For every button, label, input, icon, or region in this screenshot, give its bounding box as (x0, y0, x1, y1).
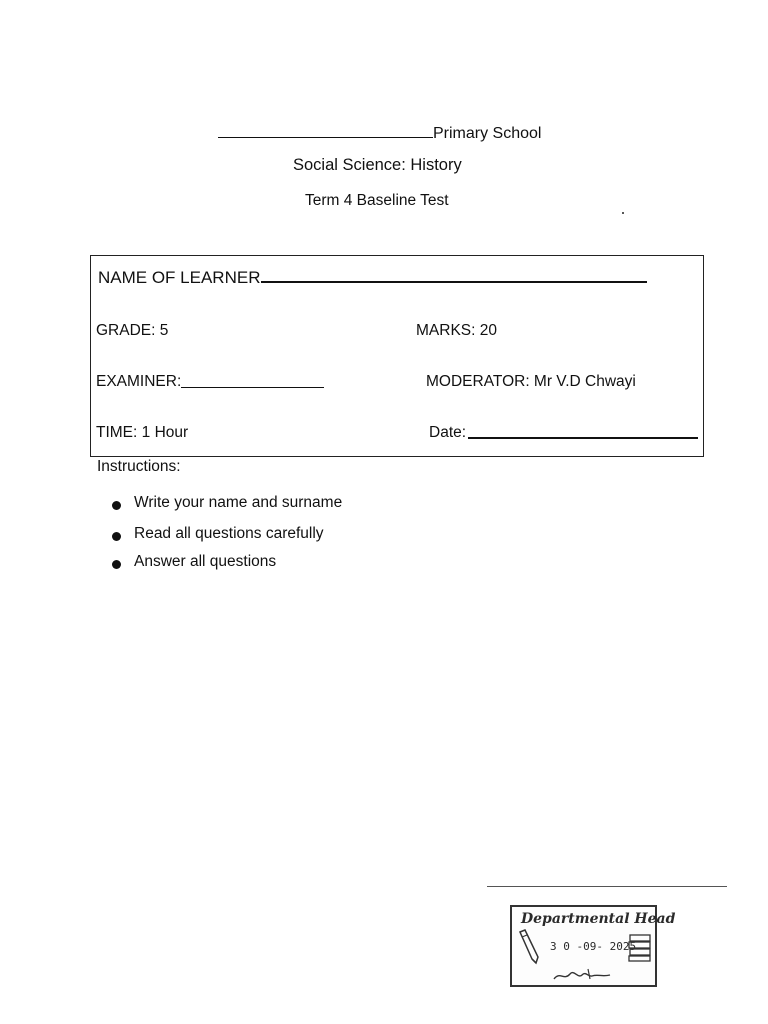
books-icon (628, 933, 652, 963)
test-title: Term 4 Baseline Test (305, 192, 449, 209)
moderator-label: MODERATOR: Mr V.D Chwayi (426, 373, 636, 390)
instruction-text: Answer all questions (134, 553, 277, 570)
date-field[interactable] (468, 437, 698, 439)
date-label: Date: (429, 424, 467, 441)
school-name-line (218, 123, 541, 143)
instruction-text: Write your name and surname (134, 494, 343, 511)
departmental-head-stamp (487, 883, 729, 993)
name-of-learner-field[interactable] (261, 281, 647, 283)
examiner-label: EXAMINER: (96, 373, 182, 390)
school-name-blank[interactable] (218, 123, 433, 138)
stamp-date: 3 0 -09- 2025 (550, 940, 637, 953)
subject-title: Social Science: History (293, 156, 462, 174)
grade-label: GRADE: 5 (96, 322, 169, 339)
stamp-title: Departmental Head (521, 911, 676, 927)
bullet-icon (112, 532, 121, 541)
stamp-border-line (487, 886, 727, 887)
stamp-box (510, 905, 676, 987)
marks-label: MARKS: 20 (416, 322, 497, 339)
school-suffix: Primary School (433, 125, 542, 142)
pen-icon (516, 929, 542, 965)
time-label: TIME: 1 Hour (96, 424, 189, 441)
bullet-icon (112, 501, 121, 510)
instructions-heading: Instructions: (97, 458, 181, 475)
learner-info-box (90, 255, 704, 457)
signature-icon (552, 965, 622, 985)
instruction-text: Read all questions carefully (134, 525, 324, 542)
name-of-learner-label: NAME OF LEARNER (98, 268, 261, 287)
stray-dot (622, 212, 624, 214)
examiner-field[interactable] (181, 387, 324, 388)
bullet-icon (112, 560, 121, 569)
